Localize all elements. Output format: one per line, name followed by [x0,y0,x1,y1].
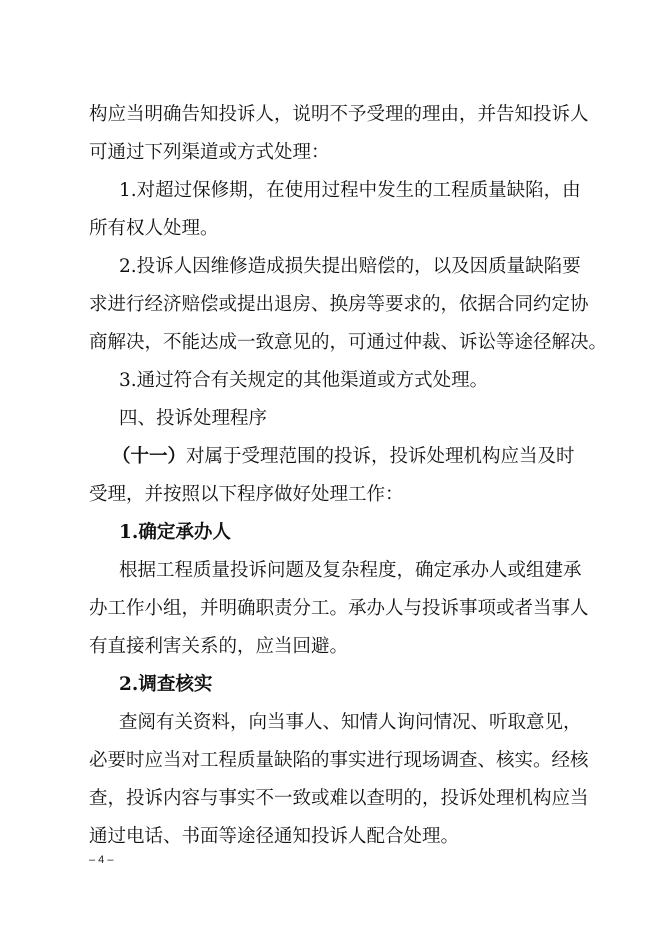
line-text: 办工作小组，并明确职责分工。承办人与投诉事项或者当事人 [89,598,589,619]
subheading-assign-handler [0,521,662,545]
line-text: 所有权人处理。 [89,218,219,239]
paragraph-line [0,749,662,773]
paragraph-line [0,559,662,583]
list-item-1-line [0,179,662,203]
line-text: 可通过下列渠道或方式处理： [89,142,330,163]
paragraph-line [0,635,662,659]
line-text: 求进行经济赔偿或提出退房、换房等要求的，依据合同约定协 [89,294,589,315]
line-text: 通过电话、书面等途径通知投诉人配合处理。 [89,826,460,847]
line-text: 查阅有关资料，向当事人、知情人询问情况、听取意见， [119,712,582,733]
page-number: – 4 – [89,854,114,866]
line-text: 1.对超过保修期，在使用过程中发生的工程质量缺陷，由 [119,180,581,201]
paragraph-line [0,711,662,735]
line-text: 商解决，不能达成一致意见的，可通过仲裁、诉讼等途径解决。 [89,332,608,353]
line-text: 有直接利害关系的，应当回避。 [89,636,349,657]
subheading-text: 2.调查核实 [119,674,213,695]
clause-label: （十一） [112,446,187,467]
line-text: 构应当明确告知投诉人，说明不予受理的理由，并告知投诉人 [89,104,589,125]
paragraph-line [0,141,662,165]
section-heading-text: 四、投诉处理程序 [119,408,268,429]
line-text: 必要时应当对工程质量缺陷的事实进行现场调查、核实。经核 [89,750,589,771]
paragraph-line [0,825,662,849]
list-item-2-line [0,331,662,355]
clause-line [0,445,662,469]
list-item-2-line [0,293,662,317]
subheading-investigate [0,673,662,697]
list-item-1-line [0,217,662,241]
paragraph-line [0,483,662,507]
section-heading [0,407,662,431]
paragraph-line [0,103,662,127]
paragraph-line [0,787,662,811]
list-item-2-line [0,255,662,279]
line-text: 2.投诉人因维修造成损失提出赔偿的，以及因质量缺陷要 [119,256,581,277]
paragraph-line [0,597,662,621]
clause-text: 对属于受理范围的投诉，投诉处理机构应当及时 [186,446,575,467]
line-text: 查，投诉内容与事实不一致或难以查明的，投诉处理机构应当 [89,788,589,809]
list-item-3-line [0,369,662,393]
line-text: 根据工程质量投诉问题及复杂程度，确定承办人或组建承 [119,560,582,581]
line-text: 3.通过符合有关规定的其他渠道或方式处理。 [119,370,489,391]
subheading-text: 1.确定承办人 [119,522,231,543]
line-text: 受理，并按照以下程序做好处理工作： [89,484,404,505]
